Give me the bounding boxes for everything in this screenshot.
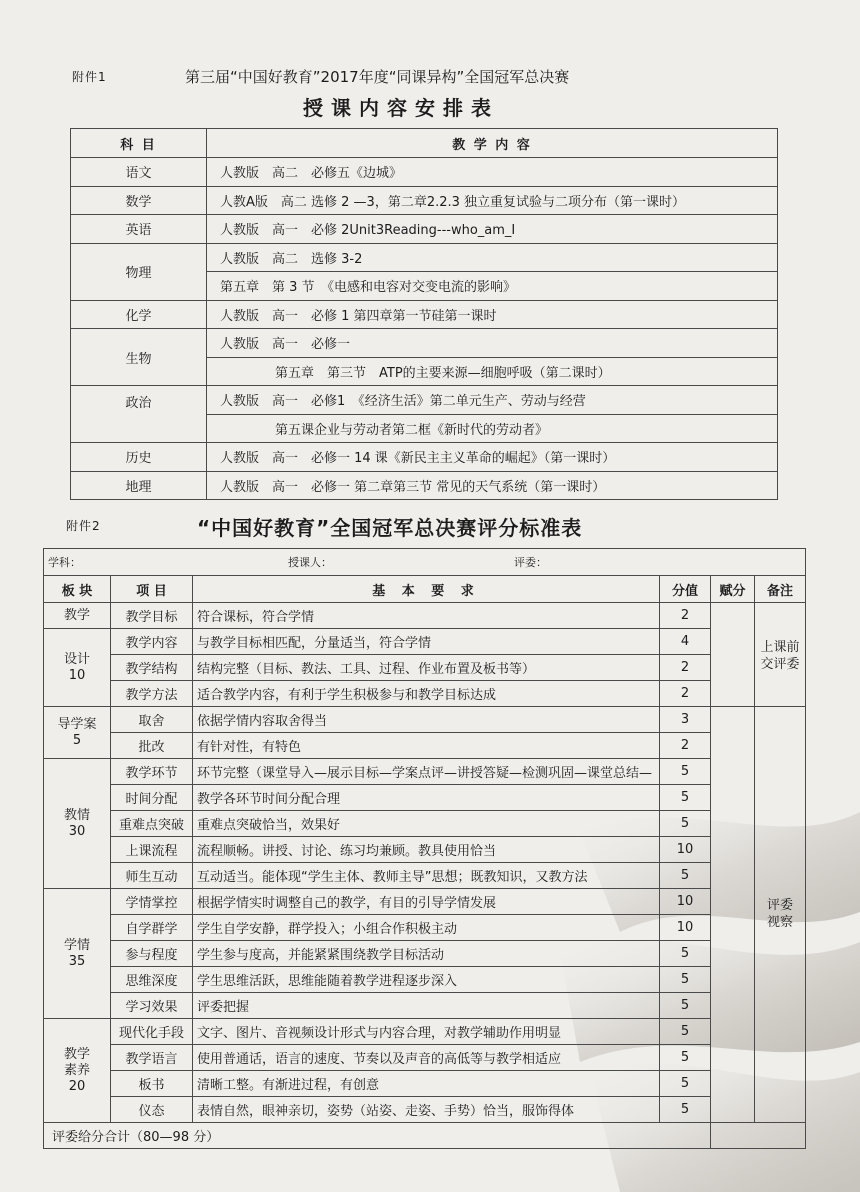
item-cell: 自学群学: [111, 915, 193, 941]
item-cell: 批改: [111, 733, 193, 759]
table-row: [44, 863, 806, 889]
score-cell: 10: [660, 915, 711, 941]
table-row: [71, 215, 778, 244]
table-row: [44, 889, 806, 915]
requirement-cell: 流程顺畅。讲授、讨论、练习均兼顾。教具使用恰当: [193, 837, 660, 863]
score-cell: 5: [660, 1071, 711, 1097]
score-cell: 5: [660, 785, 711, 811]
score-cell: 5: [660, 993, 711, 1019]
scoring-standard-table: [43, 548, 806, 1149]
item-cell: 思维深度: [111, 967, 193, 993]
table-row: [44, 1071, 806, 1097]
teacher-field-label: 授课人：: [288, 556, 332, 569]
table-row: [71, 443, 778, 472]
table-row: [71, 386, 778, 415]
requirement-cell: 互动适当。能体现“学生主体、教师主导”思想；既教知识，又教方法: [193, 863, 660, 889]
content-cell: 第五章 第 3 节 《电感和电容对交变电流的影响》: [207, 272, 778, 301]
content-schedule-table: [70, 128, 778, 500]
subject-field-label: 学科：: [48, 556, 81, 569]
requirement-cell: 环节完整（课堂导入—展示目标—学案点评—讲授答疑—检测巩固—课堂总结—: [193, 759, 660, 785]
table-row: [44, 811, 806, 837]
score-cell: 5: [660, 941, 711, 967]
table-row: [44, 785, 806, 811]
section-cell: 教学: [44, 603, 111, 629]
requirement-cell: 学生思维活跃，思维能随着教学进程逐步深入: [193, 967, 660, 993]
table-row: [44, 629, 806, 655]
header-requirement: 基 本 要 求: [193, 576, 660, 603]
table-row: [44, 915, 806, 941]
section-cell: 导学案 5: [44, 707, 111, 759]
table-row: [44, 993, 806, 1019]
table-row: [44, 655, 806, 681]
total-row: [44, 1123, 806, 1149]
item-cell: 教学目标: [111, 603, 193, 629]
content-cell: 第五章 第三节 ATP的主要来源—细胞呼吸（第二课时）: [207, 357, 778, 386]
score-cell: 10: [660, 889, 711, 915]
notes-cell: 上课前 交评委: [755, 603, 806, 707]
requirement-cell: 学生自学安静，群学投入；小组合作积极主动: [193, 915, 660, 941]
table-row: [44, 603, 806, 629]
section-cell: 设计 10: [44, 629, 111, 707]
table-row: [44, 681, 806, 707]
header-item: 项 目: [111, 576, 193, 603]
table-row: [44, 1019, 806, 1045]
competition-title: 第三届“中国好教育”2017年度“同课异构”全国冠军总决赛: [185, 68, 570, 86]
requirement-cell: 符合课标，符合学情: [193, 603, 660, 629]
table-row: [71, 243, 778, 272]
item-cell: 教学结构: [111, 655, 193, 681]
notes-cell: 评委 视察: [755, 707, 806, 1123]
score-cell: 2: [660, 603, 711, 629]
requirement-cell: 适合教学内容，有利于学生积极参与和教学目标达成: [193, 681, 660, 707]
table-row: [44, 1045, 806, 1071]
header-score: 分值: [660, 576, 711, 603]
score-cell: 5: [660, 1045, 711, 1071]
item-cell: 仪态: [111, 1097, 193, 1123]
content-cell: 人教版 高二 必修五《边城》: [207, 158, 778, 187]
item-cell: 学情掌控: [111, 889, 193, 915]
table-row: [44, 733, 806, 759]
section-cell: 教情 30: [44, 759, 111, 889]
content-cell: 人教版 高一 必修 1 第四章第一节硅第一课时: [207, 300, 778, 329]
content-cell: 人教版 高一 必修 2Unit3Reading---who_am_I: [207, 215, 778, 244]
table-row: [71, 300, 778, 329]
subject-cell: 语文: [71, 158, 207, 187]
item-cell: 参与程度: [111, 941, 193, 967]
subject-cell: 数学: [71, 186, 207, 215]
scoring-title: “中国好教育”全国冠军总决赛评分标准表: [197, 516, 583, 540]
total-blank: [711, 1123, 806, 1149]
assigned-score-cell[interactable]: [711, 707, 755, 1123]
score-cell: 5: [660, 863, 711, 889]
item-cell: 重难点突破: [111, 811, 193, 837]
total-label: 评委给分合计（80—98 分）: [44, 1123, 711, 1149]
section-cell: 教学 素养 20: [44, 1019, 111, 1123]
subject-cell: 生物: [71, 329, 207, 386]
subject-cell: 物理: [71, 243, 207, 300]
item-cell: 上课流程: [111, 837, 193, 863]
table-row: [44, 967, 806, 993]
requirement-cell: 使用普通话，语言的速度、节奏以及声音的高低等与教学相适应: [193, 1045, 660, 1071]
requirement-cell: 根据学情实时调整自己的教学，有目的引导学情发展: [193, 889, 660, 915]
table-row: [44, 759, 806, 785]
header-section: 板 块: [44, 576, 111, 603]
score-cell: 4: [660, 629, 711, 655]
table-row: [44, 837, 806, 863]
score-cell: 2: [660, 733, 711, 759]
form-info-row: [44, 549, 806, 576]
requirement-cell: 文字、图片、音视频设计形式与内容合理，对教学辅助作用明显: [193, 1019, 660, 1045]
score-cell: 2: [660, 655, 711, 681]
requirement-cell: 结构完整（目标、教法、工具、过程、作业布置及板书等）: [193, 655, 660, 681]
judge-field-label: 评委：: [514, 556, 547, 569]
score-cell: 5: [660, 759, 711, 785]
item-cell: 师生互动: [111, 863, 193, 889]
item-cell: 学习效果: [111, 993, 193, 1019]
table-row: [71, 329, 778, 358]
subject-cell: 英语: [71, 215, 207, 244]
header-subject: 科 目: [71, 129, 207, 158]
table-row: [71, 471, 778, 500]
requirement-cell: 教学各环节时间分配合理: [193, 785, 660, 811]
table-row: [44, 1097, 806, 1123]
requirement-cell: 有针对性，有特色: [193, 733, 660, 759]
item-cell: 教学方法: [111, 681, 193, 707]
content-cell: 人教版 高一 必修一 14 课《新民主主义革命的崛起》（第一课时）: [207, 443, 778, 472]
requirement-cell: 评委把握: [193, 993, 660, 1019]
table-header-row: [71, 129, 778, 158]
score-cell: 5: [660, 1097, 711, 1123]
item-cell: 教学内容: [111, 629, 193, 655]
header-assigned: 赋分: [711, 576, 755, 603]
requirement-cell: 与教学目标相匹配，分量适当，符合学情: [193, 629, 660, 655]
content-cell: 人教版 高一 必修1 《经济生活》第二单元生产、劳动与经营: [207, 386, 778, 415]
score-cell: 3: [660, 707, 711, 733]
item-cell: 取舍: [111, 707, 193, 733]
item-cell: 现代化手段: [111, 1019, 193, 1045]
content-cell: 人教版 高一 必修一 第二章第三节 常见的天气系统（第一课时）: [207, 471, 778, 500]
attachment-label-2: 附件2: [66, 519, 101, 533]
item-cell: 教学环节: [111, 759, 193, 785]
score-cell: 5: [660, 967, 711, 993]
requirement-cell: 学生参与度高，并能紧紧围绕教学目标活动: [193, 941, 660, 967]
content-cell: 人教版 高一 必修一: [207, 329, 778, 358]
attachment-label-1: 附件1: [72, 70, 107, 84]
item-cell: 时间分配: [111, 785, 193, 811]
score-cell: 2: [660, 681, 711, 707]
scoring-table-body: [44, 603, 806, 1123]
item-cell: 教学语言: [111, 1045, 193, 1071]
subject-cell: 化学: [71, 300, 207, 329]
content-cell: 人教版 高二 选修 3-2: [207, 243, 778, 272]
requirement-cell: 表情自然，眼神亲切，姿势（站姿、走姿、手势）恰当，服饰得体: [193, 1097, 660, 1123]
table-row: [71, 186, 778, 215]
subject-cell: 历史: [71, 443, 207, 472]
table-row: [71, 158, 778, 187]
content-cell: 人教A版 高二 选修 2 —3，第二章2.2.3 独立重复试验与二项分布（第一课时）: [207, 186, 778, 215]
score-cell: 5: [660, 1019, 711, 1045]
table-header-row: [44, 576, 806, 603]
score-cell: 10: [660, 837, 711, 863]
table-row: [44, 707, 806, 733]
header-content: 教 学 内 容: [207, 129, 778, 158]
assigned-score-cell[interactable]: [711, 603, 755, 707]
subject-cell: 政治: [71, 386, 207, 443]
requirement-cell: 重难点突破恰当，效果好: [193, 811, 660, 837]
header-notes: 备注: [755, 576, 806, 603]
subject-cell: 地理: [71, 471, 207, 500]
requirement-cell: 依据学情内容取舍得当: [193, 707, 660, 733]
item-cell: 板书: [111, 1071, 193, 1097]
schedule-title: 授课内容安排表: [303, 96, 499, 120]
requirement-cell: 清晰工整。有渐进过程，有创意: [193, 1071, 660, 1097]
section-cell: 学情 35: [44, 889, 111, 1019]
content-cell: 第五课企业与劳动者第二框《新时代的劳动者》: [207, 414, 778, 443]
table-row: [44, 941, 806, 967]
score-cell: 5: [660, 811, 711, 837]
